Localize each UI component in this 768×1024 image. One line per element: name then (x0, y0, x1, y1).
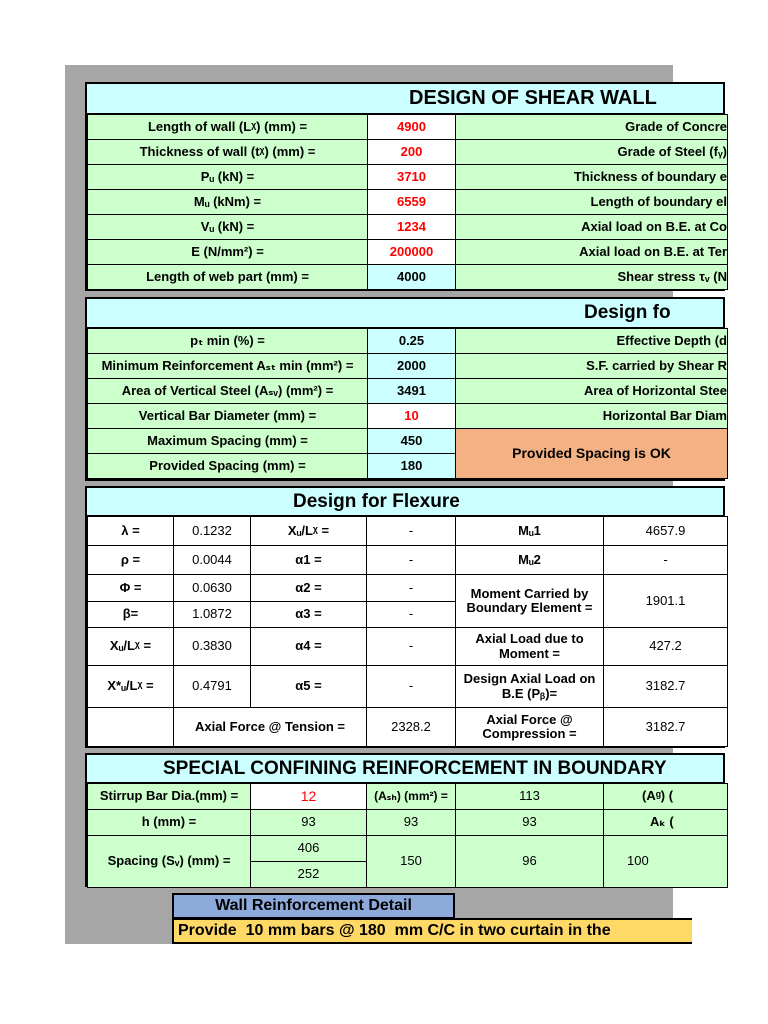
table-row (88, 215, 728, 240)
param-label: Xᵤ/Lᵡ = (88, 628, 174, 666)
param-value: 0.1232 (174, 517, 251, 546)
ak-label: Aₖ ( (604, 810, 728, 836)
shear-value: 2000 (368, 354, 456, 379)
table-row (88, 628, 728, 666)
shear-right-label: Horizontal Bar Diam (456, 404, 728, 429)
param-value: 0.0630 (174, 575, 251, 602)
table-row (88, 546, 728, 575)
compression-value: 3182.7 (604, 708, 728, 747)
param-value: - (367, 575, 456, 602)
param-value: 0.0044 (174, 546, 251, 575)
param-value: - (367, 666, 456, 708)
shear-label: Vertical Bar Diameter (mm) = (88, 404, 368, 429)
param-label: α4 = (251, 628, 367, 666)
input-value[interactable]: 200000 (368, 240, 456, 265)
compression-label: Axial Force @ Compression = (456, 708, 604, 747)
confining-title: SPECIAL CONFINING REINFORCEMENT IN BOUNDARY (87, 755, 723, 783)
shear-value[interactable]: 10 (368, 404, 456, 429)
param-label: X*ᵤ/Lᵡ = (88, 666, 174, 708)
table-row (88, 836, 728, 862)
input-right-label: Axial load on B.E. at Ter (456, 240, 728, 265)
input-value: 4000 (368, 265, 456, 290)
param-value: - (604, 546, 728, 575)
input-label: E (N/mm²) = (88, 240, 368, 265)
table-row (88, 379, 728, 404)
table-row (88, 404, 728, 429)
shear-value: 0.25 (368, 329, 456, 354)
shear-label: Area of Vertical Steel (Aₛᵥ) (mm²) = (88, 379, 368, 404)
input-value[interactable]: 200 (368, 140, 456, 165)
input-value[interactable]: 6559 (368, 190, 456, 215)
table-row (88, 429, 728, 454)
shear-label: Provided Spacing (mm) = (88, 454, 368, 479)
shear-design-block (85, 297, 725, 481)
param-label: Axial Load due to Moment = (456, 628, 604, 666)
table-row (88, 265, 728, 290)
input-block (85, 82, 725, 291)
param-label: α3 = (251, 602, 367, 628)
param-value: 427.2 (604, 628, 728, 666)
moment-be-value: 1901.1 (604, 575, 728, 628)
flexure-block (85, 486, 725, 748)
table-row (88, 240, 728, 265)
flexure-title: Design for Flexure (87, 488, 723, 516)
spacing-value: 252 (251, 862, 367, 888)
param-label: α2 = (251, 575, 367, 602)
param-value: - (367, 628, 456, 666)
h-value: 93 (456, 810, 604, 836)
input-right-label: Length of boundary el (456, 190, 728, 215)
table-row (88, 575, 728, 602)
confining-block (85, 753, 725, 887)
param-label: α5 = (251, 666, 367, 708)
ag-label: (Aᵍ) ( (604, 784, 728, 810)
shear-right-label: S.F. carried by Shear R (456, 354, 728, 379)
spreadsheet-area (65, 65, 727, 944)
spacing-status-badge: Provided Spacing is OK (456, 429, 728, 479)
spacing-label: Spacing (Sᵥ) (mm) = (88, 836, 251, 888)
stirrup-input[interactable]: 12 (251, 784, 367, 810)
h-value: 93 (251, 810, 367, 836)
h-value: 93 (367, 810, 456, 836)
spacing-value: 406 (251, 836, 367, 862)
shear-value: 3491 (368, 379, 456, 404)
table-row (88, 784, 728, 810)
input-label: Mᵤ (kNm) = (88, 190, 368, 215)
input-right-label: Thickness of boundary e (456, 165, 728, 190)
table-row (88, 115, 728, 140)
input-label: Length of web part (mm) = (88, 265, 368, 290)
input-right-label: Grade of Steel (fᵧ) (456, 140, 728, 165)
param-label: Mᵤ1 (456, 517, 604, 546)
shear-right-label: Area of Horizontal Stee (456, 379, 728, 404)
flexure-table (87, 516, 728, 747)
spacing-value: 150 (367, 836, 456, 888)
param-value: - (367, 546, 456, 575)
table-row (88, 517, 728, 546)
ash-label: (Aₛₕ) (mm²) = (367, 784, 456, 810)
param-label: ρ = (88, 546, 174, 575)
param-value: 1.0872 (174, 602, 251, 628)
table-row (88, 140, 728, 165)
param-value: - (367, 602, 456, 628)
input-value[interactable]: 3710 (368, 165, 456, 190)
spacing-value: 96 (456, 836, 604, 888)
wall-reinforcement-detail-title: Wall Reinforcement Detail (172, 893, 455, 919)
shear-value: 180 (368, 454, 456, 479)
table-row (88, 354, 728, 379)
moment-be-label: Moment Carried by Boundary Element = (456, 575, 604, 628)
shear-wall-title: DESIGN OF SHEAR WALL (87, 84, 723, 114)
input-label: Pᵤ (kN) = (88, 165, 368, 190)
shear-right-label: Effective Depth (d (456, 329, 728, 354)
param-label: Design Axial Load on B.E (Pᵦ)= (456, 666, 604, 708)
param-label: Φ = (88, 575, 174, 602)
input-table (87, 114, 728, 290)
input-label: Thickness of wall (tᵡ) (mm) = (88, 140, 368, 165)
table-row (88, 329, 728, 354)
param-label: Xᵤ/Lᵡ = (251, 517, 367, 546)
h-label: h (mm) = (88, 810, 251, 836)
shear-label: pₜ min (%) = (88, 329, 368, 354)
param-label: Mᵤ2 (456, 546, 604, 575)
input-right-label: Axial load on B.E. at Co (456, 215, 728, 240)
param-value: 0.4791 (174, 666, 251, 708)
tension-label: Axial Force @ Tension = (174, 708, 367, 747)
input-right-label: Shear stress τᵥ (N (456, 265, 728, 290)
input-label: Length of wall (Lᵡ) (mm) = (88, 115, 368, 140)
table-row (88, 190, 728, 215)
table-row (88, 165, 728, 190)
param-value: 4657.9 (604, 517, 728, 546)
param-value: 0.3830 (174, 628, 251, 666)
stirrup-label: Stirrup Bar Dia.(mm) = (88, 784, 251, 810)
ash-value: 113 (456, 784, 604, 810)
param-label: β= (88, 602, 174, 628)
param-value: 3182.7 (604, 666, 728, 708)
param-label: α1 = (251, 546, 367, 575)
shear-label: Maximum Spacing (mm) = (88, 429, 368, 454)
wall-reinforcement-detail-text: Provide 10 mm bars @ 180 mm C/C in two curtain in the (172, 918, 692, 944)
spacing-value: 100 (604, 836, 728, 888)
confining-table (87, 783, 728, 888)
empty-cell (88, 708, 174, 747)
param-value: - (367, 517, 456, 546)
input-value[interactable]: 1234 (368, 215, 456, 240)
shear-design-title: Design fo (87, 299, 723, 328)
shear-label: Minimum Reinforcement Aₛₜ min (mm²) = (88, 354, 368, 379)
table-row (88, 708, 728, 747)
shear-value: 450 (368, 429, 456, 454)
tension-value: 2328.2 (367, 708, 456, 747)
shear-table (87, 328, 728, 479)
input-right-label: Grade of Concre (456, 115, 728, 140)
input-label: Vᵤ (kN) = (88, 215, 368, 240)
param-label: λ = (88, 517, 174, 546)
input-value[interactable]: 4900 (368, 115, 456, 140)
table-row (88, 810, 728, 836)
table-row (88, 666, 728, 708)
